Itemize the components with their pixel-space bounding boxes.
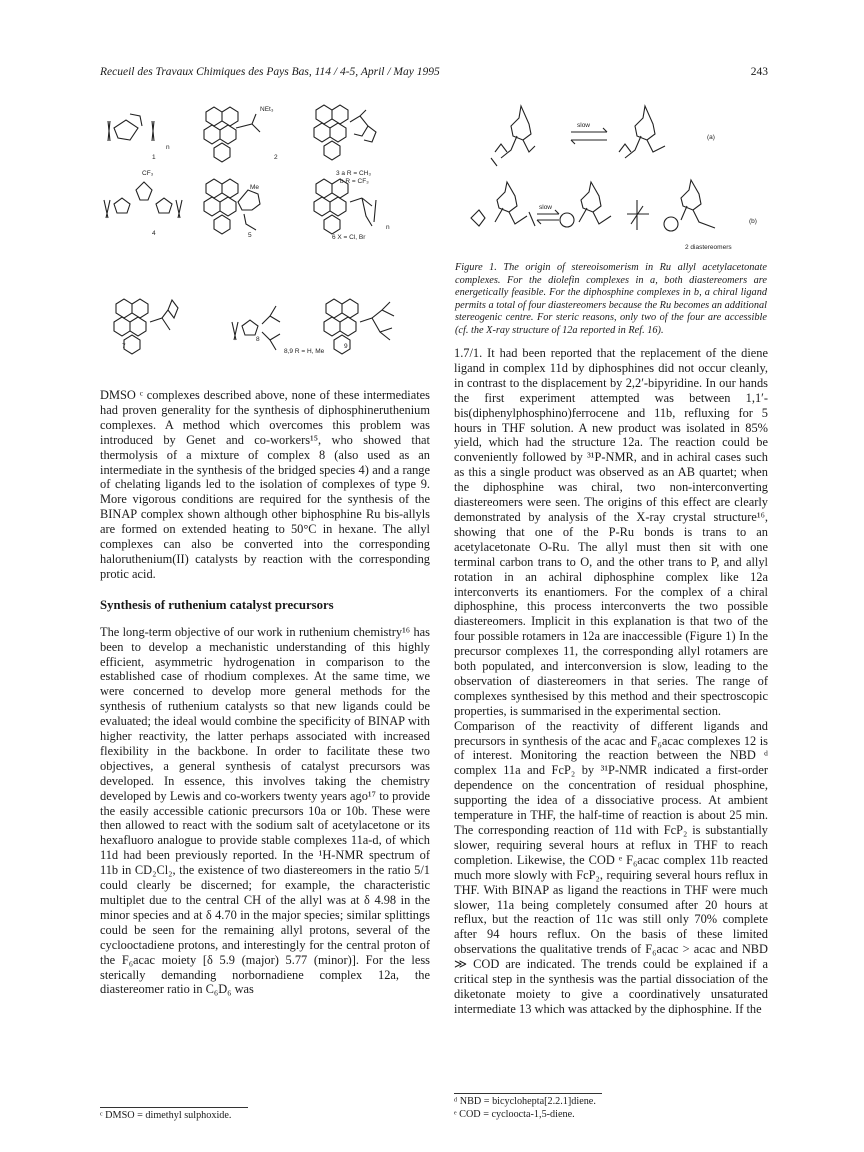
left-para-continued: DMSO ᶜ complexes described above, none of these intermediates had proven generality for the synthesis of diphosphineruthenium complexes. A method which overcomes this problem was introduced by Genet and co-workers¹⁵, who showed that thermolysis of a mixture of complex 8 (also used as an intermediate in the synthesis of the bridged species 4) and a range of chelating ligands led to the isolation of complexes of type 9. More vigorous conditions are required for the synthesis of the BINAP complex shown although other biphosphine Ru bis-allyls are formed on extended heating to 50°C in hexane. The allyl complexes can also be converted into the corresponding haloruthenium(II) catalysts by reaction with the corresponding protic acid. <box>100 388 430 581</box>
struct-4-cf3: CF₃ <box>142 170 154 177</box>
struct-2-net3: NEt₃ <box>260 106 274 113</box>
left-footnote-rule <box>100 1107 248 1108</box>
struct-3-label-b: b R = CF₃ <box>340 178 369 185</box>
right-column <box>454 346 768 1017</box>
struct-7-label: 7 <box>122 343 126 350</box>
left-para-2: The long-term objective of our work in ruthenium chemistry¹⁶ has been to develop a mechanistic understanding of this highly efficient, asymmetric hydrogenation in comparison to the established case of rhodium complexes. At the same time, we were concerned to develop more general methods for the synthesis of ruthenium catalysts so that new ligands could be evaluated; the ideal would combine the specificity of BINAP with higher reactivity, the latter perhaps associated with increased flexibility in the backbone. In order to facilitate these two objectives, a general synthesis of catalyst precursors was developed. In essence, this involves taking the chemistry developed by Lewis and co-workers twenty years ago¹⁷ to provide the easily accessible cationic precursors 10a or 10b. These were then allowed to react with the sodium salt of acetylacetone or its hexafluoro analogue to provide stable complexes 11a-d, of which 11d had been previously reported. In the ¹H-NMR spectrum of 11b in CD₂Cl₂, the existence of two diastereomers in the ratio 5/1 could clearly be discerned; for example, the characteristic multiplet due to the central CH of the allyl was at δ 4.98 in the minor species and at δ 4.70 in the major species; similar splittings could be seen for the remaining allyl protons, several of the cyclooctadiene protons, and interestingly for the central proton of the F₆acac moiety [δ 5.9 (major) 5.77 (minor)]. For the less sterically demanding norbornadiene complex 12a, the diastereomer ratio in C₆D₆ was <box>100 624 430 997</box>
struct-2-label: 2 <box>274 154 278 161</box>
running-header <box>100 66 768 82</box>
struct-8-label: 8 <box>256 336 260 343</box>
struct-5-label: 5 <box>248 232 252 239</box>
struct-9-label: 9 <box>344 343 348 350</box>
structures-panel <box>100 96 430 358</box>
left-footnote: ᶜ DMSO = dimethyl sulphoxide. <box>100 1110 232 1121</box>
struct-1-n: n <box>166 144 170 151</box>
figure-1-slow-a: slow <box>577 122 591 129</box>
struct-3-label-a: 3 a R = CH₃ <box>336 170 371 177</box>
structures-drawing <box>100 96 430 358</box>
struct-6-label: 6 X = Cl, Br <box>332 234 366 241</box>
right-footnote-d: ᵈ NBD = bicyclohepta[2.2.1]diene. <box>454 1096 596 1107</box>
struct-5-me: Me <box>250 184 260 191</box>
left-column <box>100 388 430 997</box>
journal-title: Recueil des Travaux Chimiques des Pays Bas, 114 / 4-5, April / May 1995 <box>100 66 440 78</box>
right-footnote-e: ᵉ COD = cycloocta-1,5-diene. <box>454 1109 575 1120</box>
right-para-2: Comparison of the reactivity of different ligands and precursors in synthesis of the acac and F₆acac complexes 12 is of interest. Monitoring the reaction between the NBD ᵈ complex 11a and FcP₂ by ³¹P-NMR indicated a first-order dependence on the concentration of residual phosphine, supporting the idea of a dissociative process. At ambient temperature in THF, the half-time of reaction is about 25 min. The corresponding reaction of 11d with FcP₂ is substantially slower, requiring several hours at reflux in THF to reach completion. Likewise, the COD ᵉ F₆acac complex 11b reacted much more slowly with FcP₂, requiring several hours reflux in THF. With BINAP as ligand the reactions in THF were much slower, 11a being completely consumed after 20 hours at reflux, but the reaction of 11c was still only 70% complete after 94 hours reflux. On the basis of these limited observations the qualitative trends of F₆acac > acac and NBD ≫ COD are indicated. The trends could be explained if a critical step in the synthesis was the partial dissociation of the diketonate moiety to give a coordinatively unsaturated intermediate 13 which was attacked by the diphosphine. If the <box>454 718 768 1016</box>
figure-1-label-b: (b) <box>749 218 757 225</box>
figure-1 <box>455 96 767 256</box>
struct-4-label: 4 <box>152 230 156 237</box>
page-number: 243 <box>750 66 768 78</box>
figure-1-drawing <box>455 96 767 256</box>
right-para-1: 1.7/1. It had been reported that the replacement of the diene ligand in complex 11d by diphosphines did not occur cleanly, in contrast to the displacement by 2,2′-bipyridine. In our hands the first experiment attempted was between 1,1′-bis(diphenylphosphino)ferrocene and 11b, refluxing for 5 hours in THF solution. A new product was isolated in 85% yield, which had the structure 12a. The reaction could be conveniently followed by ³¹P-NMR, and in achiral cases such as this a single product was observed as an AB quartet; when the diphosphine was chiral, two non-interconverting diastereomers were seen. The origins of this effect are clearly demonstrated by analysis of the X-ray crystal structure¹⁶, showing that one of the P-Ru bonds is trans to an acetylacetonate O-Ru. The allyl must then sit with one terminal carbon trans to O, and the other trans to P, and allyl rotation in an achiral diphosphine complex like 12a interconverts its enantiomers. For the complex of a chiral diphosphine, this process interconverts the two possible diastereomers. Implicit in this explanation is that two of the four possible rotamers in 12a are inaccessible (Figure 1) In the precursor complexes 11, the corresponding allyl rotamers are both populated, and interconversion is slow, leading to the observation of diastereomers in that series. The range of complexes synthesised by this method and their spectroscopic properties, is summarised in the experimental section. <box>454 346 768 718</box>
figure-1-caption: Figure 1. The origin of stereoisomerism in Ru allyl acetylacetonate complexes. For the diolefin complexes in a, both diastereomers are energetically feasible. For the diphosphine complexes in b, a chiral ligand permits a total of four diastereomers because the Ru becomes an additional stereogenic centre. For steric reasons, only two of the four are accessible (cf. the X-ray structure of 12a reported in Ref. 16). <box>455 262 767 336</box>
struct-8-9-r-label: 8,9 R = H, Me <box>284 348 325 355</box>
struct-6-n: n <box>386 224 390 231</box>
figure-1-diastereomers: 2 diastereomers <box>685 244 732 251</box>
right-footnote-rule <box>454 1093 602 1094</box>
section-heading: Synthesis of ruthenium catalyst precursors <box>100 597 334 612</box>
struct-1-label: 1 <box>152 154 156 161</box>
figure-1-label-a: (a) <box>707 134 715 141</box>
figure-1-slow-b: slow <box>539 204 553 211</box>
